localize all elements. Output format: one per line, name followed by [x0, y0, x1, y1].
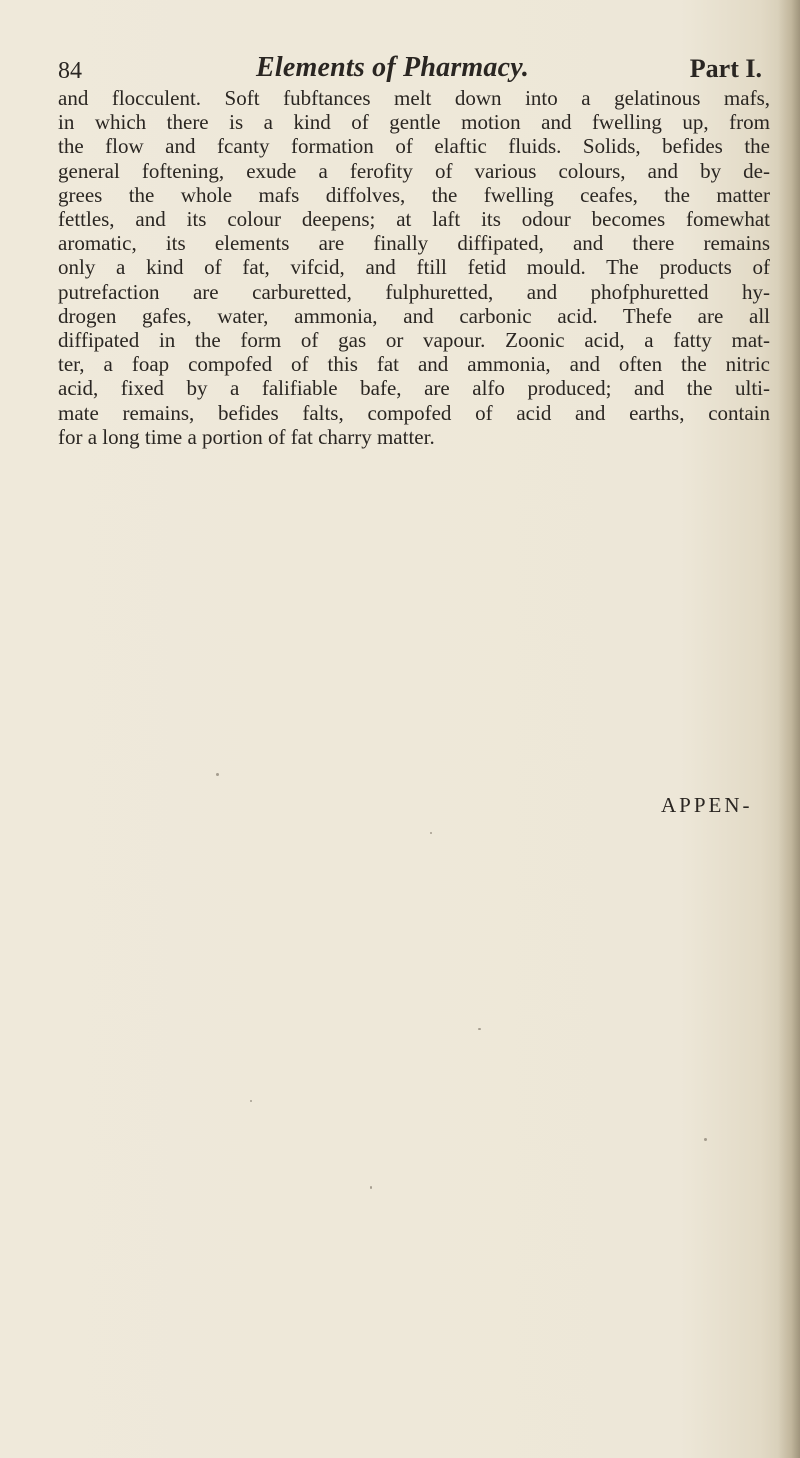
text-line: aromatic, its elements are finally diffipated, and there remains: [58, 231, 770, 256]
text-line: in which there is a kind of gentle motion and fwelling up, from: [58, 110, 770, 135]
paper-speck: [250, 1100, 252, 1102]
text-line: mate remains, befides falts, compofed of acid and earths, contain: [58, 400, 770, 425]
text-line: acid, fixed by a falifiable bafe, are alfo produced; and the ulti-: [58, 376, 770, 401]
text-line: for a long time a portion of fat charry matter.: [58, 424, 435, 449]
paper-speck: [430, 832, 432, 834]
paper-speck: [704, 1138, 707, 1141]
text-line: diffipated in the form of gas or vapour. Zoonic acid, a fatty mat-: [58, 328, 770, 353]
text-line: ter, a foap compofed of this fat and ammonia, and often the nitric: [58, 352, 770, 377]
text-line: putrefaction are carburetted, fulphuretted, and phofphuretted hy-: [58, 279, 770, 304]
body-paragraph: [58, 86, 770, 449]
text-line: drogen gafes, water, ammonia, and carbonic acid. Thefe are all: [58, 303, 770, 328]
running-header: [58, 50, 766, 90]
text-line: fettles, and its colour deepens; at laft its odour becomes fomewhat: [58, 207, 770, 232]
paper-speck: [370, 1186, 372, 1189]
text-line: the flow and fcanty formation of elaftic fluids. Solids, befides the: [58, 134, 770, 159]
catchword: APPEN-: [661, 793, 753, 817]
paper-speck: [478, 1028, 481, 1030]
part-label: Part I.: [689, 54, 762, 83]
running-title: Elements of Pharmacy.: [256, 52, 530, 83]
page-edge-shadow: [778, 0, 800, 1458]
text-line: general foftening, exude a ferofity of various colours, and by de-: [58, 158, 770, 183]
text-line: grees the whole mafs diffolves, the fwelling ceafes, the matter: [58, 182, 770, 207]
text-line: only a kind of fat, vifcid, and ftill fetid mould. The products of: [58, 255, 770, 280]
page-number: 84: [58, 58, 82, 84]
paper-speck: [216, 773, 219, 776]
text-line: and flocculent. Soft fubftances melt down into a gelatinous mafs,: [58, 86, 770, 110]
